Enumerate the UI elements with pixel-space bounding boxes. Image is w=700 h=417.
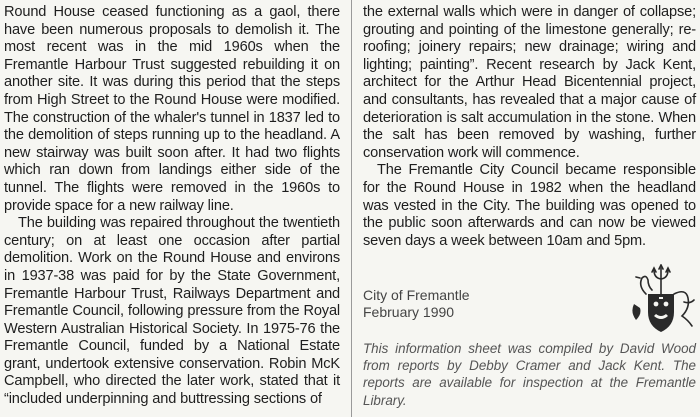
city-of-fremantle-crest-icon	[628, 264, 696, 334]
left-paragraph-2: The building was repaired throughout the twentieth century; on at least one occasion after partial demolition. Work on the Round House and environs in 1937-38 was paid for by the State Government, Fremantle Harbour Trust, Railways Department and Fremantle Council, following pressure from the Royal Western Australian Historical Society. In 1975-76 the Fremantle Council, funded by a National Estate grant, undertook extensive conservation. Robin McK Campbell, who directed the later work, stated that it “included underpinning and buttressing sections of	[4, 215, 340, 408]
left-column	[4, 4, 340, 409]
signoff-org: City of Fremantle	[363, 287, 470, 303]
right-paragraph-1: the external walls which were in danger of collapse; grouting and pointing of the limestone generally; re-roofing; joinery repairs; new drainage; wiring and lighting; painting”. Recent research by Jack Kent, architect for the Arthur Head Bicentennial project, and consultants, has revealed that a major cause of deterioration is salt accumulation in the stone. When the salt has been removed by washing, further conservation work will commence.	[363, 4, 696, 161]
right-paragraph-2: The Fremantle City Council became responsible for the Round House in 1982 when the headland was vested in the City. The building was opened to the public soon afterwards and can now be viewed seven days a week between 10am and 5pm.	[363, 162, 696, 249]
column-divider	[351, 0, 352, 417]
signoff-date: February 1990	[363, 304, 455, 320]
right-column	[363, 4, 696, 250]
signoff	[363, 287, 470, 321]
compiled-by-note: This information sheet was compiled by David Wood from reports by Debby Cramer and Jack Kent. The reports are available for inspection at the Fremantle Library.	[363, 341, 696, 408]
left-paragraph-1: Round House ceased functioning as a gaol, there have been numerous proposals to demolish it. The most recent was in the mid 1960s when the Fremantle Harbour Trust suggested rebuilding it on another site. It was during this period that the steps from High Street to the Round House were modified. The construction of the whaler's tunnel in 1837 led to the demolition of steps running up to the headland. A new stairway was built soon after. It had two flights which ran down from landings either side of the tunnel. The flights were removed in the 1960s to provide space for a new railway line.	[4, 4, 340, 214]
